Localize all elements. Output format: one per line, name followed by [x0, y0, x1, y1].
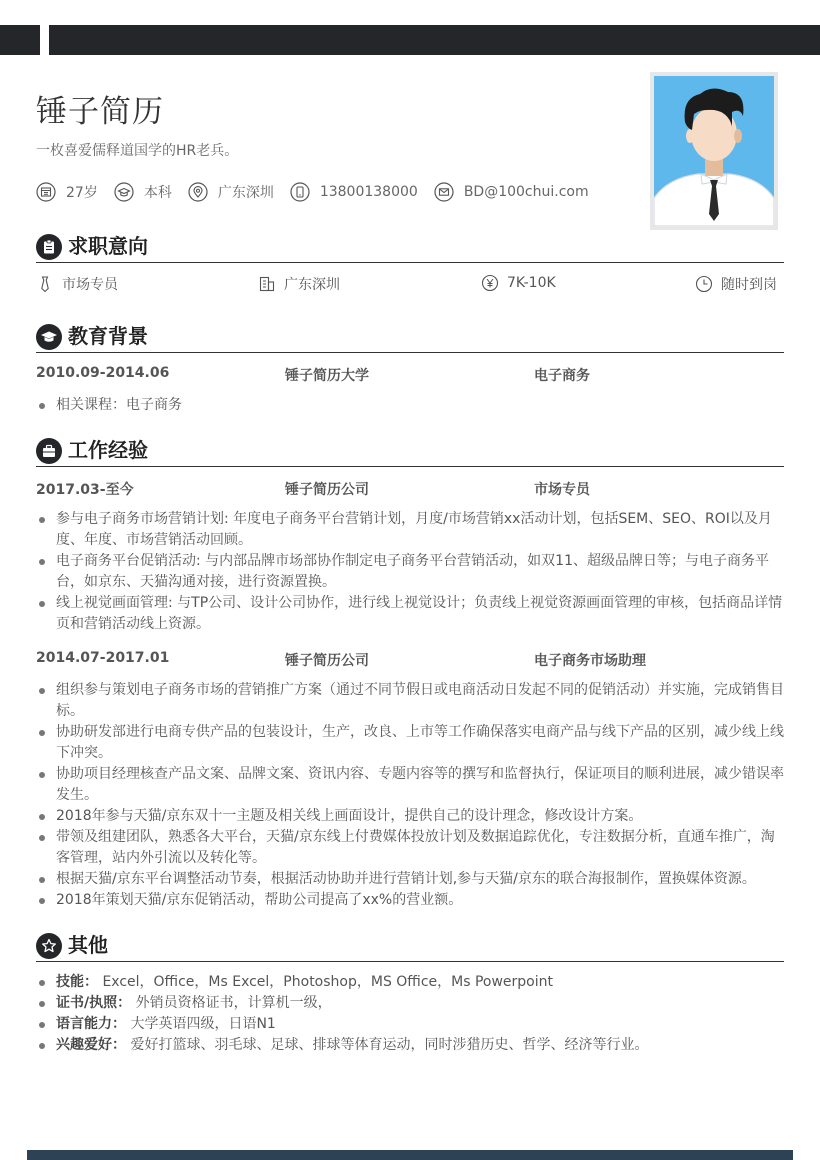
bottom-bar — [27, 1150, 793, 1160]
section-header-education — [36, 322, 784, 353]
hobby-value: 爱好打篮球、羽毛球、足球、排球等体育运动，同时涉猎历史、哲学、经济等行业。 — [130, 1037, 649, 1053]
info-age — [36, 182, 98, 202]
section-title-other: 其他 — [68, 933, 108, 957]
education-school: 锤子简历大学 — [285, 368, 369, 384]
section-header-other — [36, 931, 784, 962]
skill-value: Excel，Office，Ms Excel，Photoshop，MS Office，Ms Powerpoint — [102, 974, 554, 990]
intent-salary — [481, 274, 556, 292]
list-item: 带领及组建团队，熟悉各大平台，天猫/京东线上付费媒体投放计划及数据追踪优化，专注数据分析，直通车推广，淘客管理，站内外引流以及转化等。 — [36, 827, 788, 869]
skill-label: 技能： — [56, 974, 98, 990]
list-item: 线上视觉画面管理: 与TP公司、设计公司协作，进行线上视觉设计；负责线上视觉资源画面管理的审核，包括商品详情页和营销活动线上资源。 — [36, 593, 788, 635]
list-item: 组织参与策划电子商务市场的营销推广方案（通过不同节假日或电商活动日发起不同的促销活动）并实施，完成销售目标。 — [36, 680, 788, 722]
building-icon — [258, 275, 276, 293]
section-header-intent — [36, 232, 784, 263]
briefcase-icon — [36, 438, 62, 464]
clipboard-icon — [36, 234, 62, 260]
list-item: 协助研发部进行电商专供产品的包装设计，生产，改良、上市等工作确保落实电商产品与线下产品的区别，减少线上线下冲突。 — [36, 722, 788, 764]
work-1-date: 2017.03-至今 — [36, 482, 134, 498]
section-header-work — [36, 436, 784, 467]
intent-position — [36, 274, 118, 294]
other-list — [36, 972, 788, 1056]
list-item — [36, 1014, 788, 1035]
intent-salary-text: 7K-10K — [507, 275, 556, 291]
tie-icon — [36, 275, 54, 293]
work-2-bullets — [36, 680, 788, 911]
certificate-label: 证书/执照： — [56, 995, 132, 1011]
section-title-intent: 求职意向 — [68, 234, 148, 258]
info-location — [188, 182, 274, 202]
info-email — [434, 182, 589, 202]
education-major: 电子商务 — [534, 368, 590, 384]
education-date: 2010.09-2014.06 — [36, 365, 170, 381]
list-item: 相关课程：电子商务 — [36, 395, 788, 416]
section-title-education: 教育背景 — [68, 324, 148, 348]
list-item — [36, 993, 788, 1014]
intent-city-text: 广东深圳 — [284, 277, 340, 293]
calendar-icon — [36, 182, 56, 202]
education-bullets — [36, 395, 788, 416]
top-bar-left — [0, 25, 40, 55]
basic-info-row — [36, 180, 605, 204]
certificate-value: 外销员资格证书，计算机一级， — [135, 995, 332, 1011]
intent-city — [258, 274, 340, 294]
hobby-label: 兴趣爱好： — [56, 1037, 126, 1053]
intent-availability — [695, 274, 777, 294]
list-item: 根据天猫/京东平台调整活动节奏，根据活动协助并进行营销计划,参与天猫/京东的联合海报制作，置换媒体资源。 — [36, 869, 788, 890]
yen-icon — [481, 274, 499, 292]
phone-icon — [290, 182, 310, 202]
profile-photo — [650, 72, 778, 230]
intent-position-text: 市场专员 — [62, 277, 118, 293]
work-1-company: 锤子简历公司 — [285, 482, 369, 498]
language-value: 大学英语四级，日语N1 — [130, 1016, 276, 1032]
info-degree — [114, 182, 172, 202]
list-item: 2018年策划天猫/京东促销活动，帮助公司提高了xx%的营业额。 — [36, 890, 788, 911]
clock-icon — [695, 275, 713, 293]
work-2-position: 电子商务市场助理 — [534, 653, 646, 669]
info-email-text: BD@100chui.com — [463, 184, 589, 200]
graduation-cap-icon — [36, 324, 62, 350]
list-item: 协助项目经理核查产品文案、品牌文案、资讯内容、专题内容等的撰写和监督执行，保证项目的顺利进展，减少错误率发生。 — [36, 764, 788, 806]
intent-availability-text: 随时到岗 — [721, 277, 777, 293]
section-title-work: 工作经验 — [68, 438, 148, 462]
list-item: 参与电子商务市场营销计划: 年度电子商务平台营销计划，月度/市场营销xx活动计划，包括SEM、SEO、ROI以及月度、年度、市场营销活动回顾。 — [36, 509, 788, 551]
list-item: 2018年参与天猫/京东双十一主题及相关线上画面设计，提供自己的设计理念，修改设计方案。 — [36, 806, 788, 827]
list-item — [36, 1035, 788, 1056]
work-2-company: 锤子简历公司 — [285, 653, 369, 669]
mail-icon — [434, 182, 454, 202]
graduation-cap-icon — [114, 182, 134, 202]
info-degree-text: 本科 — [143, 185, 172, 201]
info-phone — [290, 182, 418, 202]
work-2-date: 2014.07-2017.01 — [36, 650, 170, 666]
star-icon — [36, 933, 62, 959]
job-intent-row — [36, 274, 784, 298]
list-item: 电子商务平台促销活动: 与内部品牌市场部协作制定电子商务平台营销活动，如双11、超级品牌日等；与电子商务平台，如京东、天猫沟通对接，进行资源置换。 — [36, 551, 788, 593]
list-item — [36, 972, 788, 993]
info-age-text: 27岁 — [66, 185, 98, 201]
location-pin-icon — [188, 182, 208, 202]
language-label: 语言能力： — [56, 1016, 126, 1032]
tagline: 一枚喜爱儒释道国学的HR老兵。 — [36, 143, 239, 159]
info-phone-text: 13800138000 — [319, 184, 418, 200]
work-1-position: 市场专员 — [534, 482, 590, 498]
resume-name: 锤子简历 — [36, 94, 164, 130]
top-bar-right — [49, 25, 820, 55]
info-location-text: 广东深圳 — [217, 185, 274, 201]
work-1-bullets — [36, 509, 788, 635]
